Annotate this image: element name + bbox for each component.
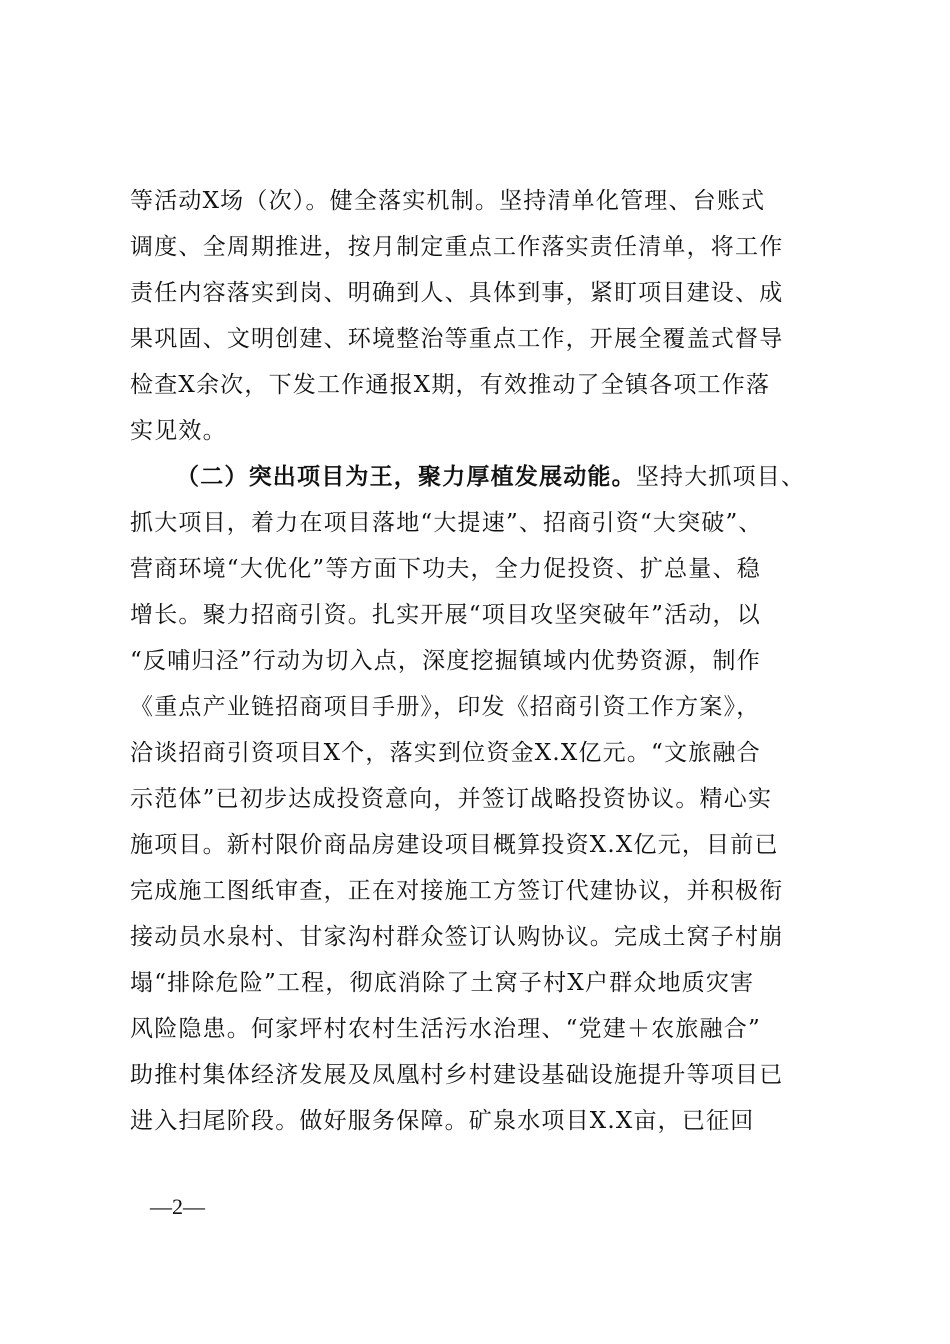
text-line-9: 营商环境“大优化”等方面下功夫，全力促投资、扩总量、稳 (130, 556, 761, 582)
text-line-11: “反哺归泾”行动为切入点，深度挖掘镇域内优势资源，制作 (130, 648, 761, 674)
text-line-17: 接动员水泉村、甘家沟村群众签订认购协议。完成土窝子村崩 (130, 924, 784, 950)
page-number: —2— (150, 1194, 205, 1219)
text-line-15: 施项目。新村限价商品房建设项目概算投资X.X亿元，目前已 (130, 832, 779, 858)
text-line-21: 进入扫尾阶段。做好服务保障。矿泉水项目X.X亩，已征回 (130, 1108, 755, 1134)
text-line-16: 完成施工图纸审查，正在对接施工方签订代建协议，并积极衔 (130, 878, 784, 904)
text-line-20: 助推村集体经济发展及凤凰村乡村建设基础设施提升等项目已 (130, 1062, 784, 1088)
text-line-1: 等活动X场（次）。健全落实机制。坚持清单化管理、台账式 (130, 188, 766, 214)
text-line-14: 示范体”已初步达成投资意向，并签订战略投资协议。精心实 (130, 786, 773, 812)
text-line-2: 调度、全周期推进，按月制定重点工作落实责任清单，将工作 (130, 234, 784, 260)
text-line-18: 塌“排除危险”工程，彻底消除了土窝子村X户群众地质灾害 (130, 970, 755, 996)
text-line-12: 《重点产业链招商项目手册》，印发《招商引资工作方案》， (130, 694, 761, 720)
section-two-text-start: 坚持大抓项目、 (635, 464, 806, 490)
body-text (130, 178, 820, 1144)
text-line-5: 检查X余次，下发工作通报X期，有效推动了全镇各项工作落 (130, 372, 771, 398)
text-line-4: 果巩固、文明创建、环境整治等重点工作，开展全覆盖式督导 (130, 326, 784, 352)
section-two-heading: （二）突出项目为王，聚力厚植发展动能。 (176, 463, 636, 490)
text-line-6: 实见效。 (130, 418, 227, 444)
text-line-19: 风险隐患。何家坪村农村生活污水治理、“党建＋农旅融合” (130, 1016, 761, 1042)
text-line-8: 抓大项目，着力在项目落地“大提速”、招商引资“大突破”、 (130, 510, 763, 536)
text-line-3: 责任内容落实到岗、明确到人、具体到事，紧盯项目建设、成 (130, 280, 784, 306)
text-line-13: 洽谈招商引资项目X个，落实到位资金X.X亿元。“文旅融合 (130, 740, 761, 766)
text-line-10: 增长。聚力招商引资。扎实开展“项目攻坚突破年”活动，以 (130, 602, 761, 628)
section-two-first-line (130, 454, 820, 500)
